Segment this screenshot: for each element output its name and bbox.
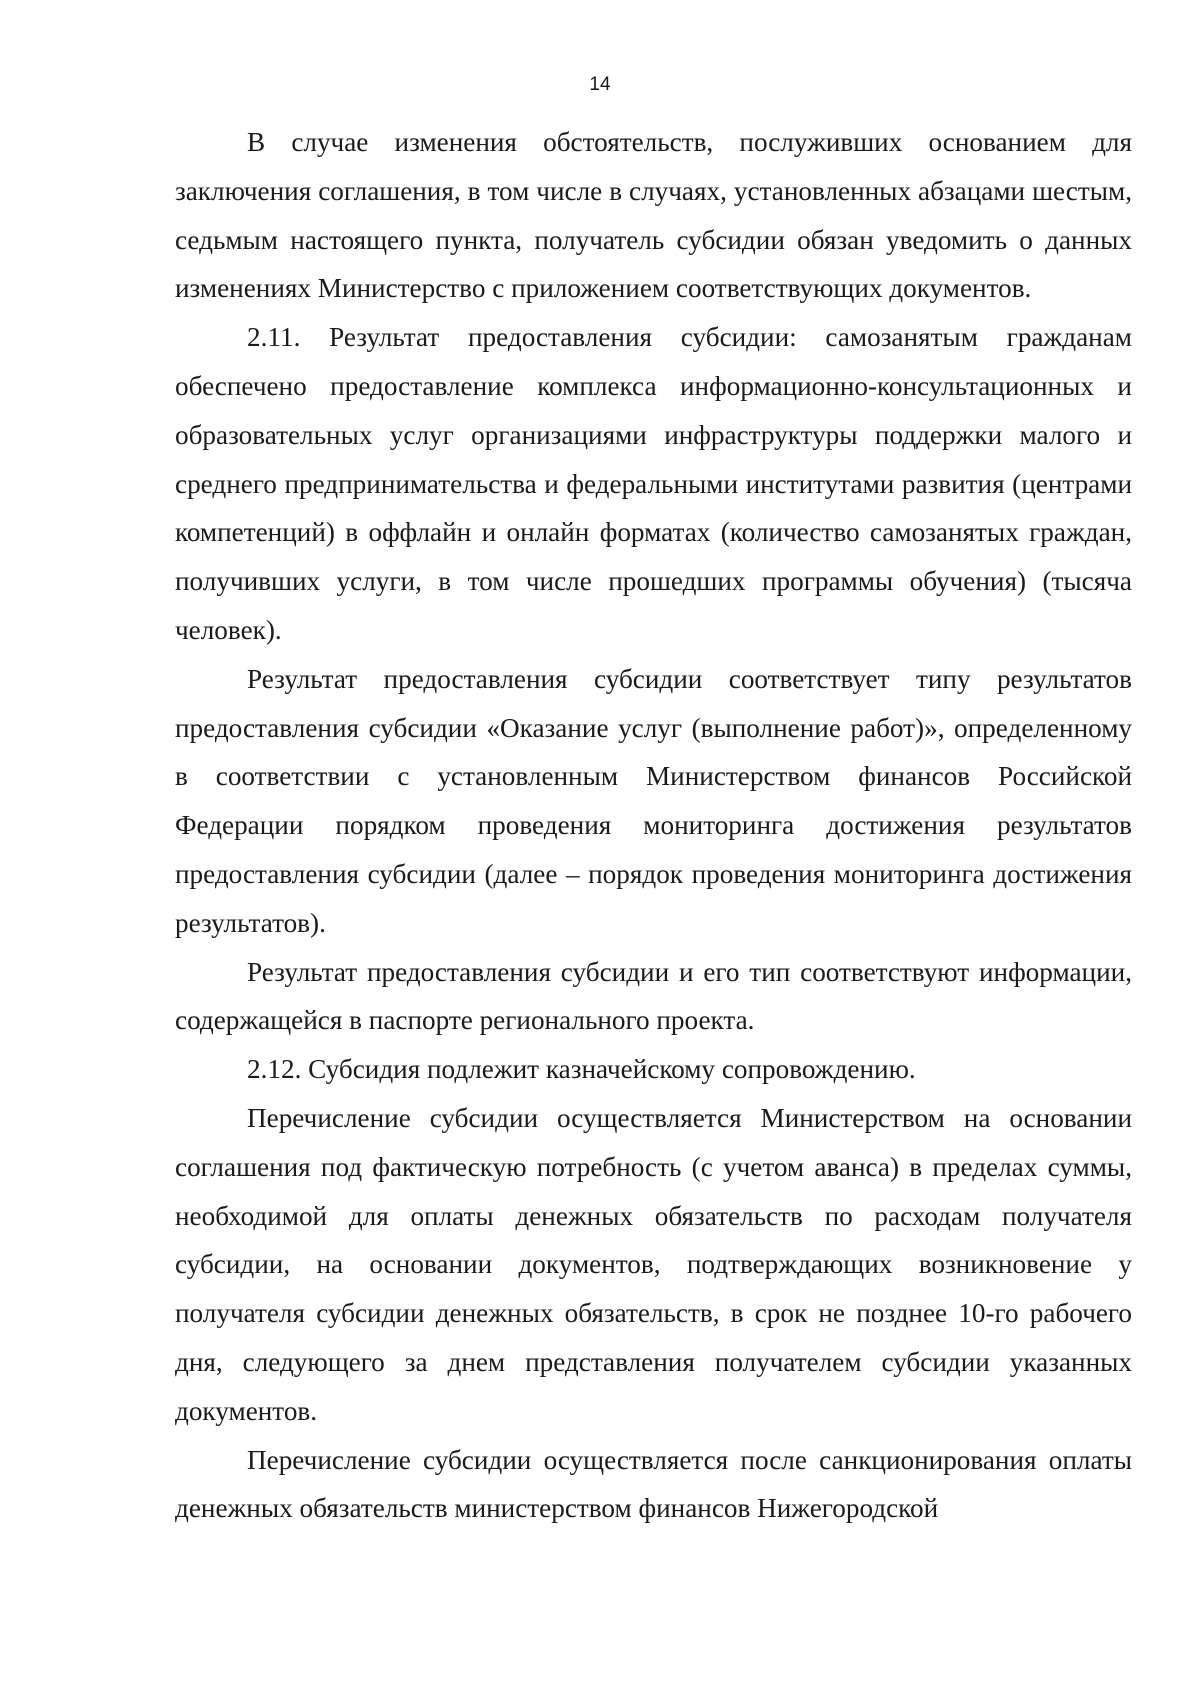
paragraph-circumstances-change: В случае изменения обстоятельств, послуживших основанием для заключения соглашения, в том числе в случаях, установленных абзацами шестым, седьмым настоящего пункта, получатель субсидии обязан уведомить о данных изменениях Министерство с приложением соответствующих документов. [175, 127, 1132, 304]
page-number: 14 [589, 74, 611, 95]
paragraph-result-type: Результат предоставления субсидии соответствует типу результатов предоставления субсидии «Оказание услуг (выполнение работ)», определенному в соответствии с установленным Министерством финансов Российской Федерации порядком проведения мониторинга достижения результатов предоставления субсидии (далее – порядок проведения мониторинга достижения результатов). [175, 663, 1132, 938]
paragraph-2-11-result: 2.11. Результат предоставления субсидии: самозанятым гражданам обеспечено предоставление комплекса информационно-консультационных и образовательных услуг организациями инфраструктуры поддержки малого и среднего предпринимательства и федеральными институтами развития (центрами компетенций) в оффлайн и онлайн форматах (количество самозанятых граждан, получивших услуги, в том числе прошедших программы обучения) (тысяча человек). [175, 322, 1132, 645]
paragraph-transfer-basis: Перечисление субсидии осуществляется Министерством на основании соглашения под фактическую потребность (с учетом аванса) в пределах суммы, необходимой для оплаты денежных обязательств по расходам получателя субсидии, на основании документов, подтверждающих возникновение у получателя субсидии денежных обязательств, в срок не позднее 10-го рабочего дня, следующего за днем представления получателем субсидии указанных документов. [175, 1102, 1132, 1426]
paragraph-result-passport: Результат предоставления субсидии и его тип соответствуют информации, содержащейся в паспорте регионального проекта. [175, 956, 1132, 1036]
paragraph-2-12-treasury: 2.12. Субсидия подлежит казначейскому сопровождению. [247, 1054, 916, 1085]
document-body [175, 118, 1132, 1533]
paragraph-transfer-authorization: Перечисление субсидии осуществляется после санкционирования оплаты денежных обязательств министерством финансов Нижегородской [175, 1444, 1132, 1524]
